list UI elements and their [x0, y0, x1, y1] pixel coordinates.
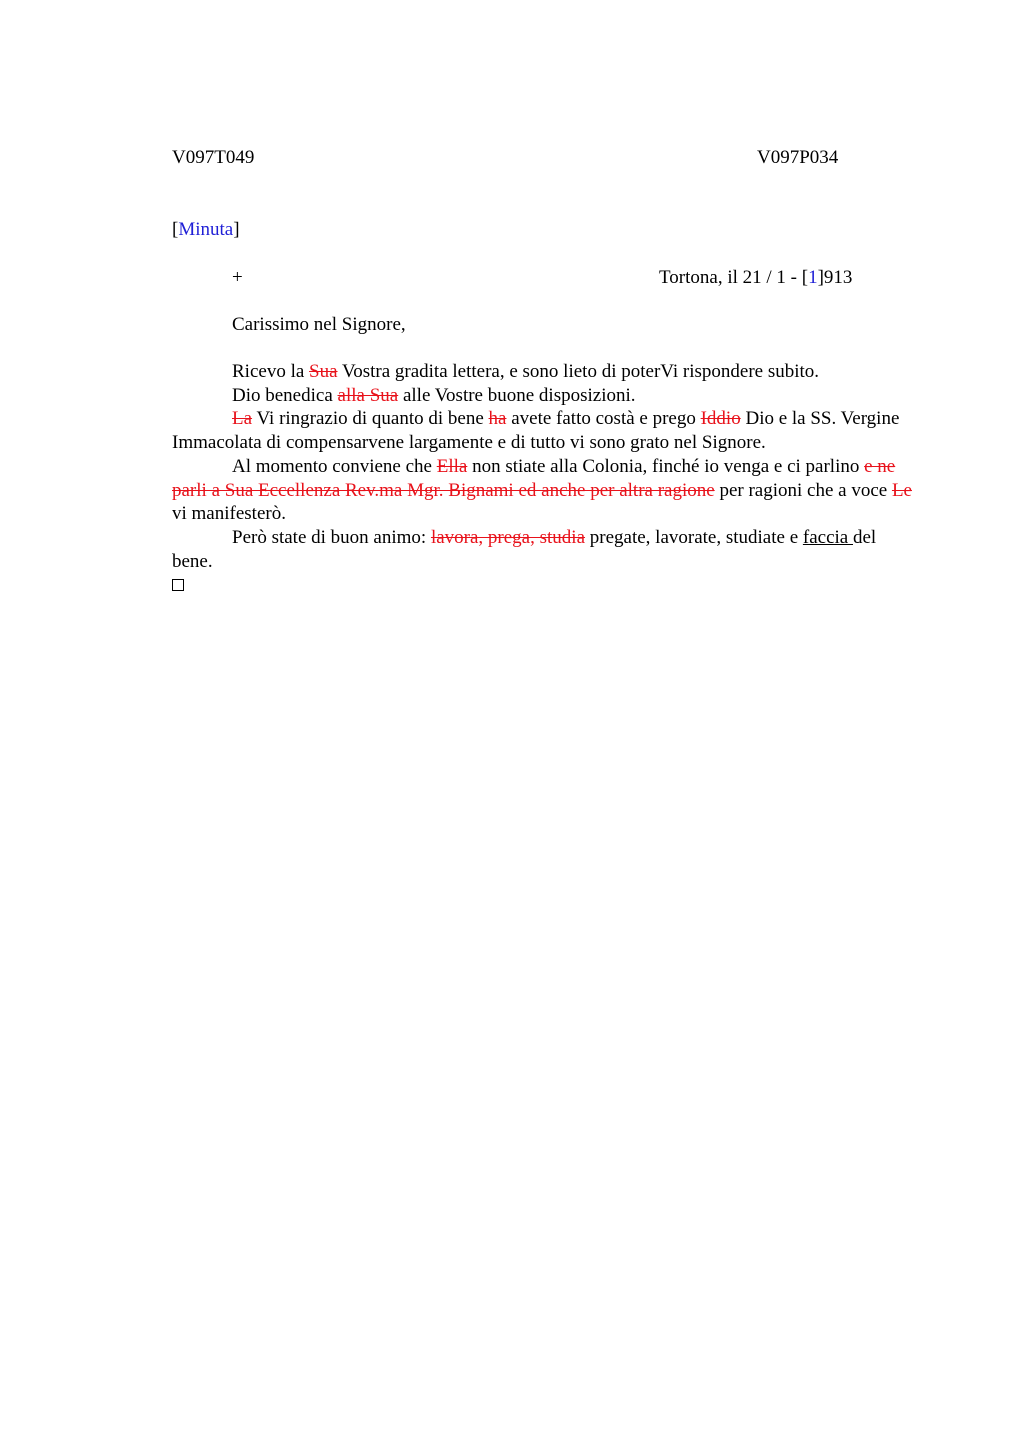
deleted-text: e ne parli a Sua Eccellenza Rev.ma Mgr. Bignami ed anche per altra ragione: [172, 455, 896, 501]
text-segment: Ricevo la: [232, 361, 310, 382]
header-right-code: V097P034: [757, 147, 839, 168]
deleted-text: Sua: [309, 361, 338, 382]
text-segment: pregate, lavorate, studiate e: [585, 526, 803, 548]
cross-symbol: +: [232, 267, 243, 288]
text-segment: non stiate alla Colonia, finché io venga e ci parlino: [467, 455, 865, 477]
deleted-text: alla Sua: [337, 384, 399, 406]
bracket-close: ]: [233, 219, 240, 240]
dateline-suffix: ]913: [817, 267, 853, 288]
deleted-text: Ella: [436, 455, 468, 477]
deleted-text: lavora, prega, studia: [430, 526, 586, 548]
dateline-prefix: Tortona, il 21 / 1 - [: [659, 267, 809, 288]
text-segment: del bene.: [172, 526, 877, 572]
text-segment: Al momento conviene che: [232, 455, 437, 477]
dateline-editorial-digit: 1: [808, 267, 818, 288]
bracket-open: [: [172, 219, 179, 240]
text-segment: Vi ringrazio di quanto di bene: [252, 408, 489, 430]
text-segment: Dio benedica: [232, 384, 338, 406]
text-segment: Vostra gradita lettera, e sono lieto di poterVi rispondere subito.: [337, 361, 820, 382]
text-segment: avete fatto costà e prego: [506, 408, 701, 430]
document-type: [172, 218, 240, 241]
text-segment: vi manifesterò.: [172, 503, 286, 525]
letter-body: [172, 360, 914, 598]
underlined-text: faccia: [802, 526, 853, 548]
text-segment: per ragioni che a voce: [714, 479, 892, 501]
square-outline-icon: [172, 579, 184, 591]
text-segment: alle Vostre buone disposizioni.: [398, 384, 636, 406]
deleted-text: Iddio: [700, 408, 741, 430]
header-left-code: V097T049: [172, 147, 255, 168]
text-segment: Però state di buon animo:: [232, 526, 431, 548]
letter-paragraph: [172, 407, 914, 454]
deleted-text: Le: [891, 479, 912, 501]
end-mark: [172, 573, 914, 598]
document-type-label: Minuta: [178, 219, 234, 240]
deleted-text: La: [232, 408, 253, 430]
letter-paragraph: [172, 526, 914, 573]
letter-paragraph: [172, 455, 914, 526]
salutation: Carissimo nel Signore,: [232, 314, 406, 335]
text-segment: Dio e la SS. Vergine Immacolata di compensarvene largamente e di tutto vi sono grato nel Signore.: [172, 408, 900, 454]
deleted-text: ha: [488, 408, 507, 430]
dateline: [659, 266, 852, 289]
letter-paragraph: [172, 360, 914, 384]
letter-paragraph: [172, 384, 914, 408]
